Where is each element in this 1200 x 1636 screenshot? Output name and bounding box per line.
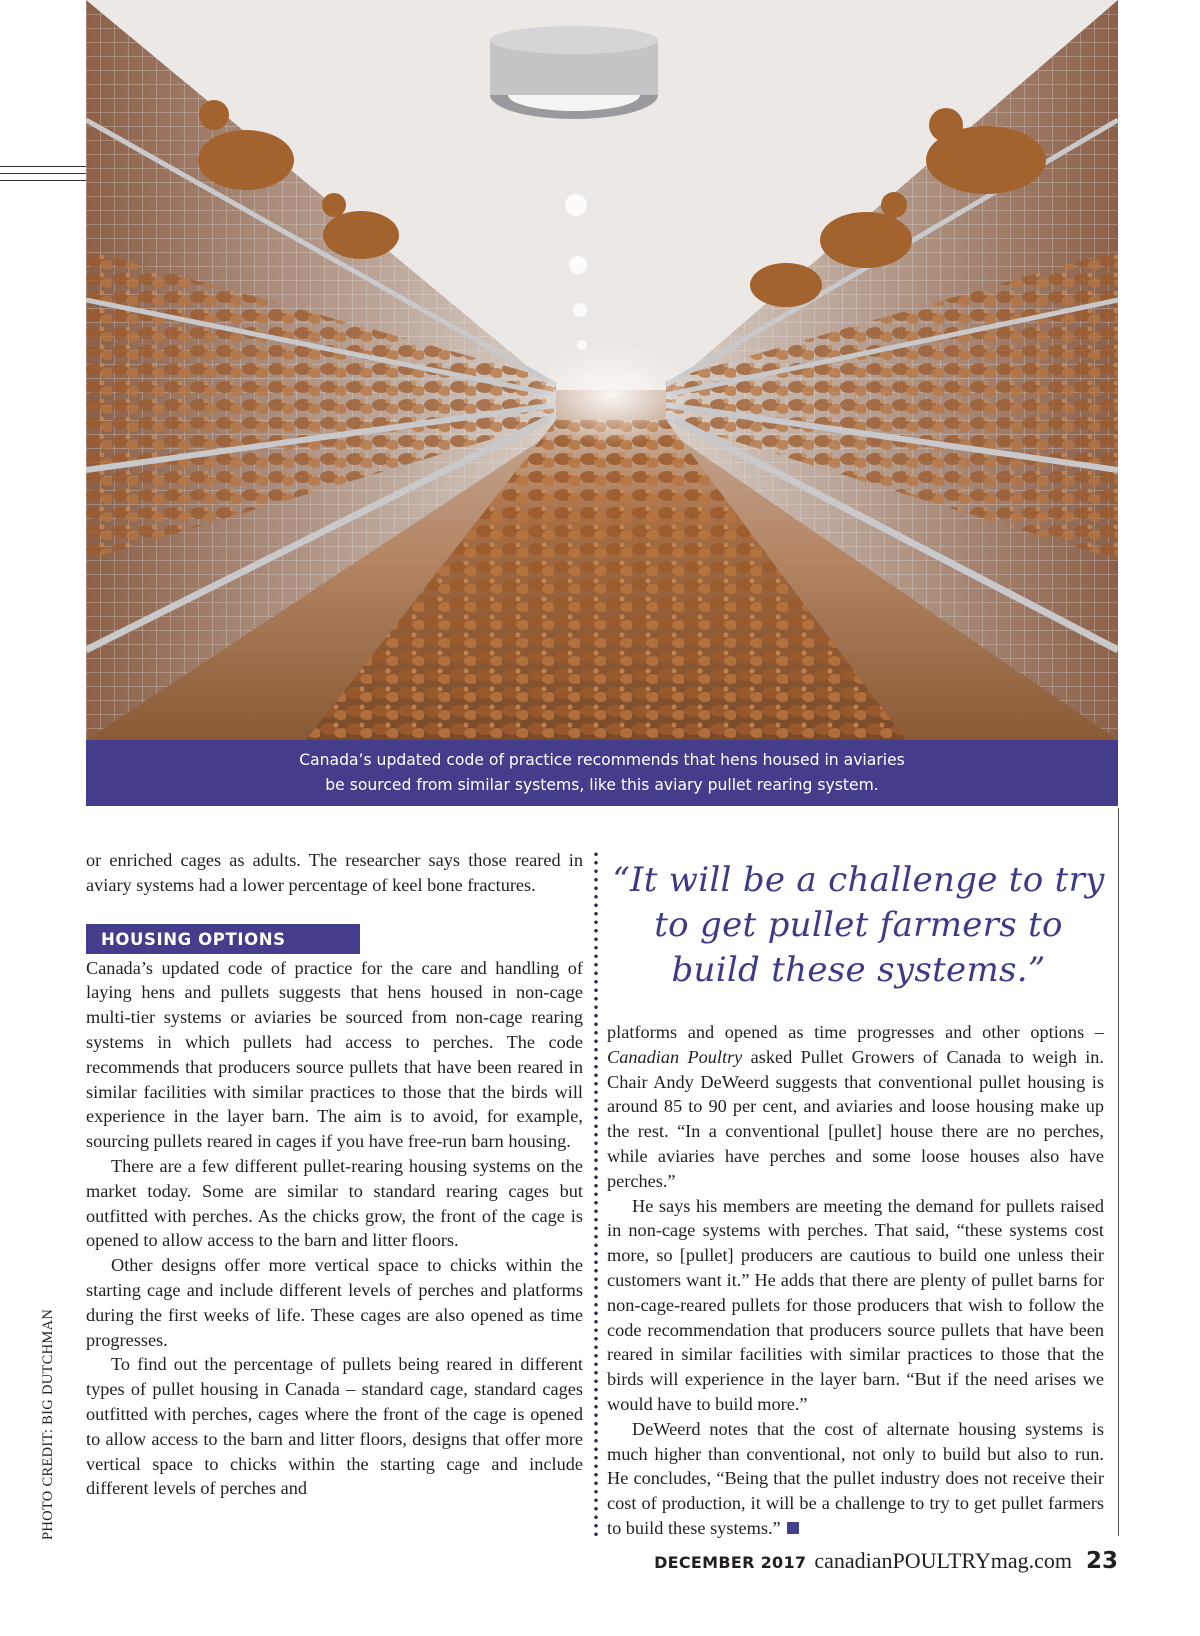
body-text: platforms and opened as time progresses and other options –	[607, 1022, 1104, 1042]
aviary-photo-illustration	[86, 0, 1118, 740]
pull-quote: “It will be a challenge to try to get pullet farmers to build these systems.”	[612, 860, 1105, 990]
section-heading: HOUSING OPTIONS	[86, 924, 360, 954]
page-footer	[654, 1548, 1118, 1574]
right-column	[607, 1020, 1104, 1541]
body-paragraph	[607, 1417, 1104, 1541]
body-paragraph	[607, 1020, 1104, 1194]
body-paragraph: Canada’s updated code of practice for the care and handling of laying hens and pullets suggests that hens housed in non-cage multi-tier systems or aviaries be sourced from non-cage rearing systems in which pullets had access to perches. The code recommends that producers source pullets that have been reared in similar facilities with similar practices to those that the birds will experience in the layer barn. The aim is to avoid, for example, sourcing pullets reared in cages if you have free-run barn housing.	[86, 957, 583, 1152]
column-rule	[1118, 808, 1119, 1536]
end-of-article-mark	[787, 1522, 799, 1534]
photo-caption	[86, 740, 1118, 806]
page-number: 23	[1085, 1548, 1118, 1574]
website-link[interactable]: canadianPOULTRYmag.com	[814, 1548, 1072, 1573]
decorative-rule	[0, 180, 86, 181]
body-text: asked Pullet Growers of Canada to weigh in. Chair Andy DeWeerd suggests that conventional pullet housing is around 85 to 90 per cent, and aviaries and loose housing make up the rest. “In a conventional [pullet] house there are no perches, while aviaries have perches and some loose houses also have perches.”	[607, 1046, 1104, 1191]
aviary-photo	[86, 0, 1118, 740]
body-paragraph: There are a few different pullet-rearing housing systems on the market today. Some are similar to standard rearing cages but outfitted with perches. As the chicks grow, the front of the cage is opened to allow access to the barn and litter floors.	[86, 1155, 583, 1251]
body-paragraph: He says his members are meeting the demand for pullets raised in non-cage systems with perches. That said, “these systems cost more, so [pullet] producers are cautious to build one unless their customers want it.” He adds that there are plenty of pullet barns for non-cage-reared pullets for those producers that wish to follow the code recommendation that producers source pullets that have been reared in similar facilities with similar practices to those that the birds will experience in the layer barn. “But if the need arises we would have to build more.”	[607, 1195, 1104, 1414]
body-text: DeWeerd notes that the cost of alternate housing systems is much higher than conventional, not only to build but also to run. He concludes, “Being that the pullet industry does not receive their cost of production, it will be a challenge to try to get pullet farmers to build these systems.”	[607, 1418, 1104, 1538]
lead-paragraph: or enriched cages as adults. The researcher says those reared in aviary systems had a lower percentage of keel bone fractures.	[86, 850, 583, 895]
photo-credit: PHOTO CREDIT: BIG DUTCHMAN	[40, 1308, 56, 1540]
dotted-column-divider	[593, 850, 599, 1538]
left-column	[86, 848, 583, 1501]
body-paragraph: To find out the percentage of pullets being reared in different types of pullet housing in Canada – standard cage, standard cages outfitted with perches, cages where the front of the cage is opened to allow access to the barn and litter floors, designs that offer more vertical space to chicks within the starting cage and include different levels of perches and	[86, 1354, 583, 1499]
decorative-rule	[0, 173, 86, 174]
caption-line: Canada’s updated code of practice recommends that hens housed in aviaries	[299, 751, 905, 769]
publication-name: Canadian Poultry	[607, 1046, 743, 1067]
caption-line: be sourced from similar systems, like this aviary pullet rearing system.	[325, 776, 879, 794]
issue-date: DECEMBER 2017	[654, 1553, 807, 1572]
body-paragraph: Other designs offer more vertical space to chicks within the starting cage and include different levels of perches and platforms during the first weeks of life. These cages are also opened as time progresses.	[86, 1255, 583, 1350]
decorative-rule	[0, 166, 86, 167]
